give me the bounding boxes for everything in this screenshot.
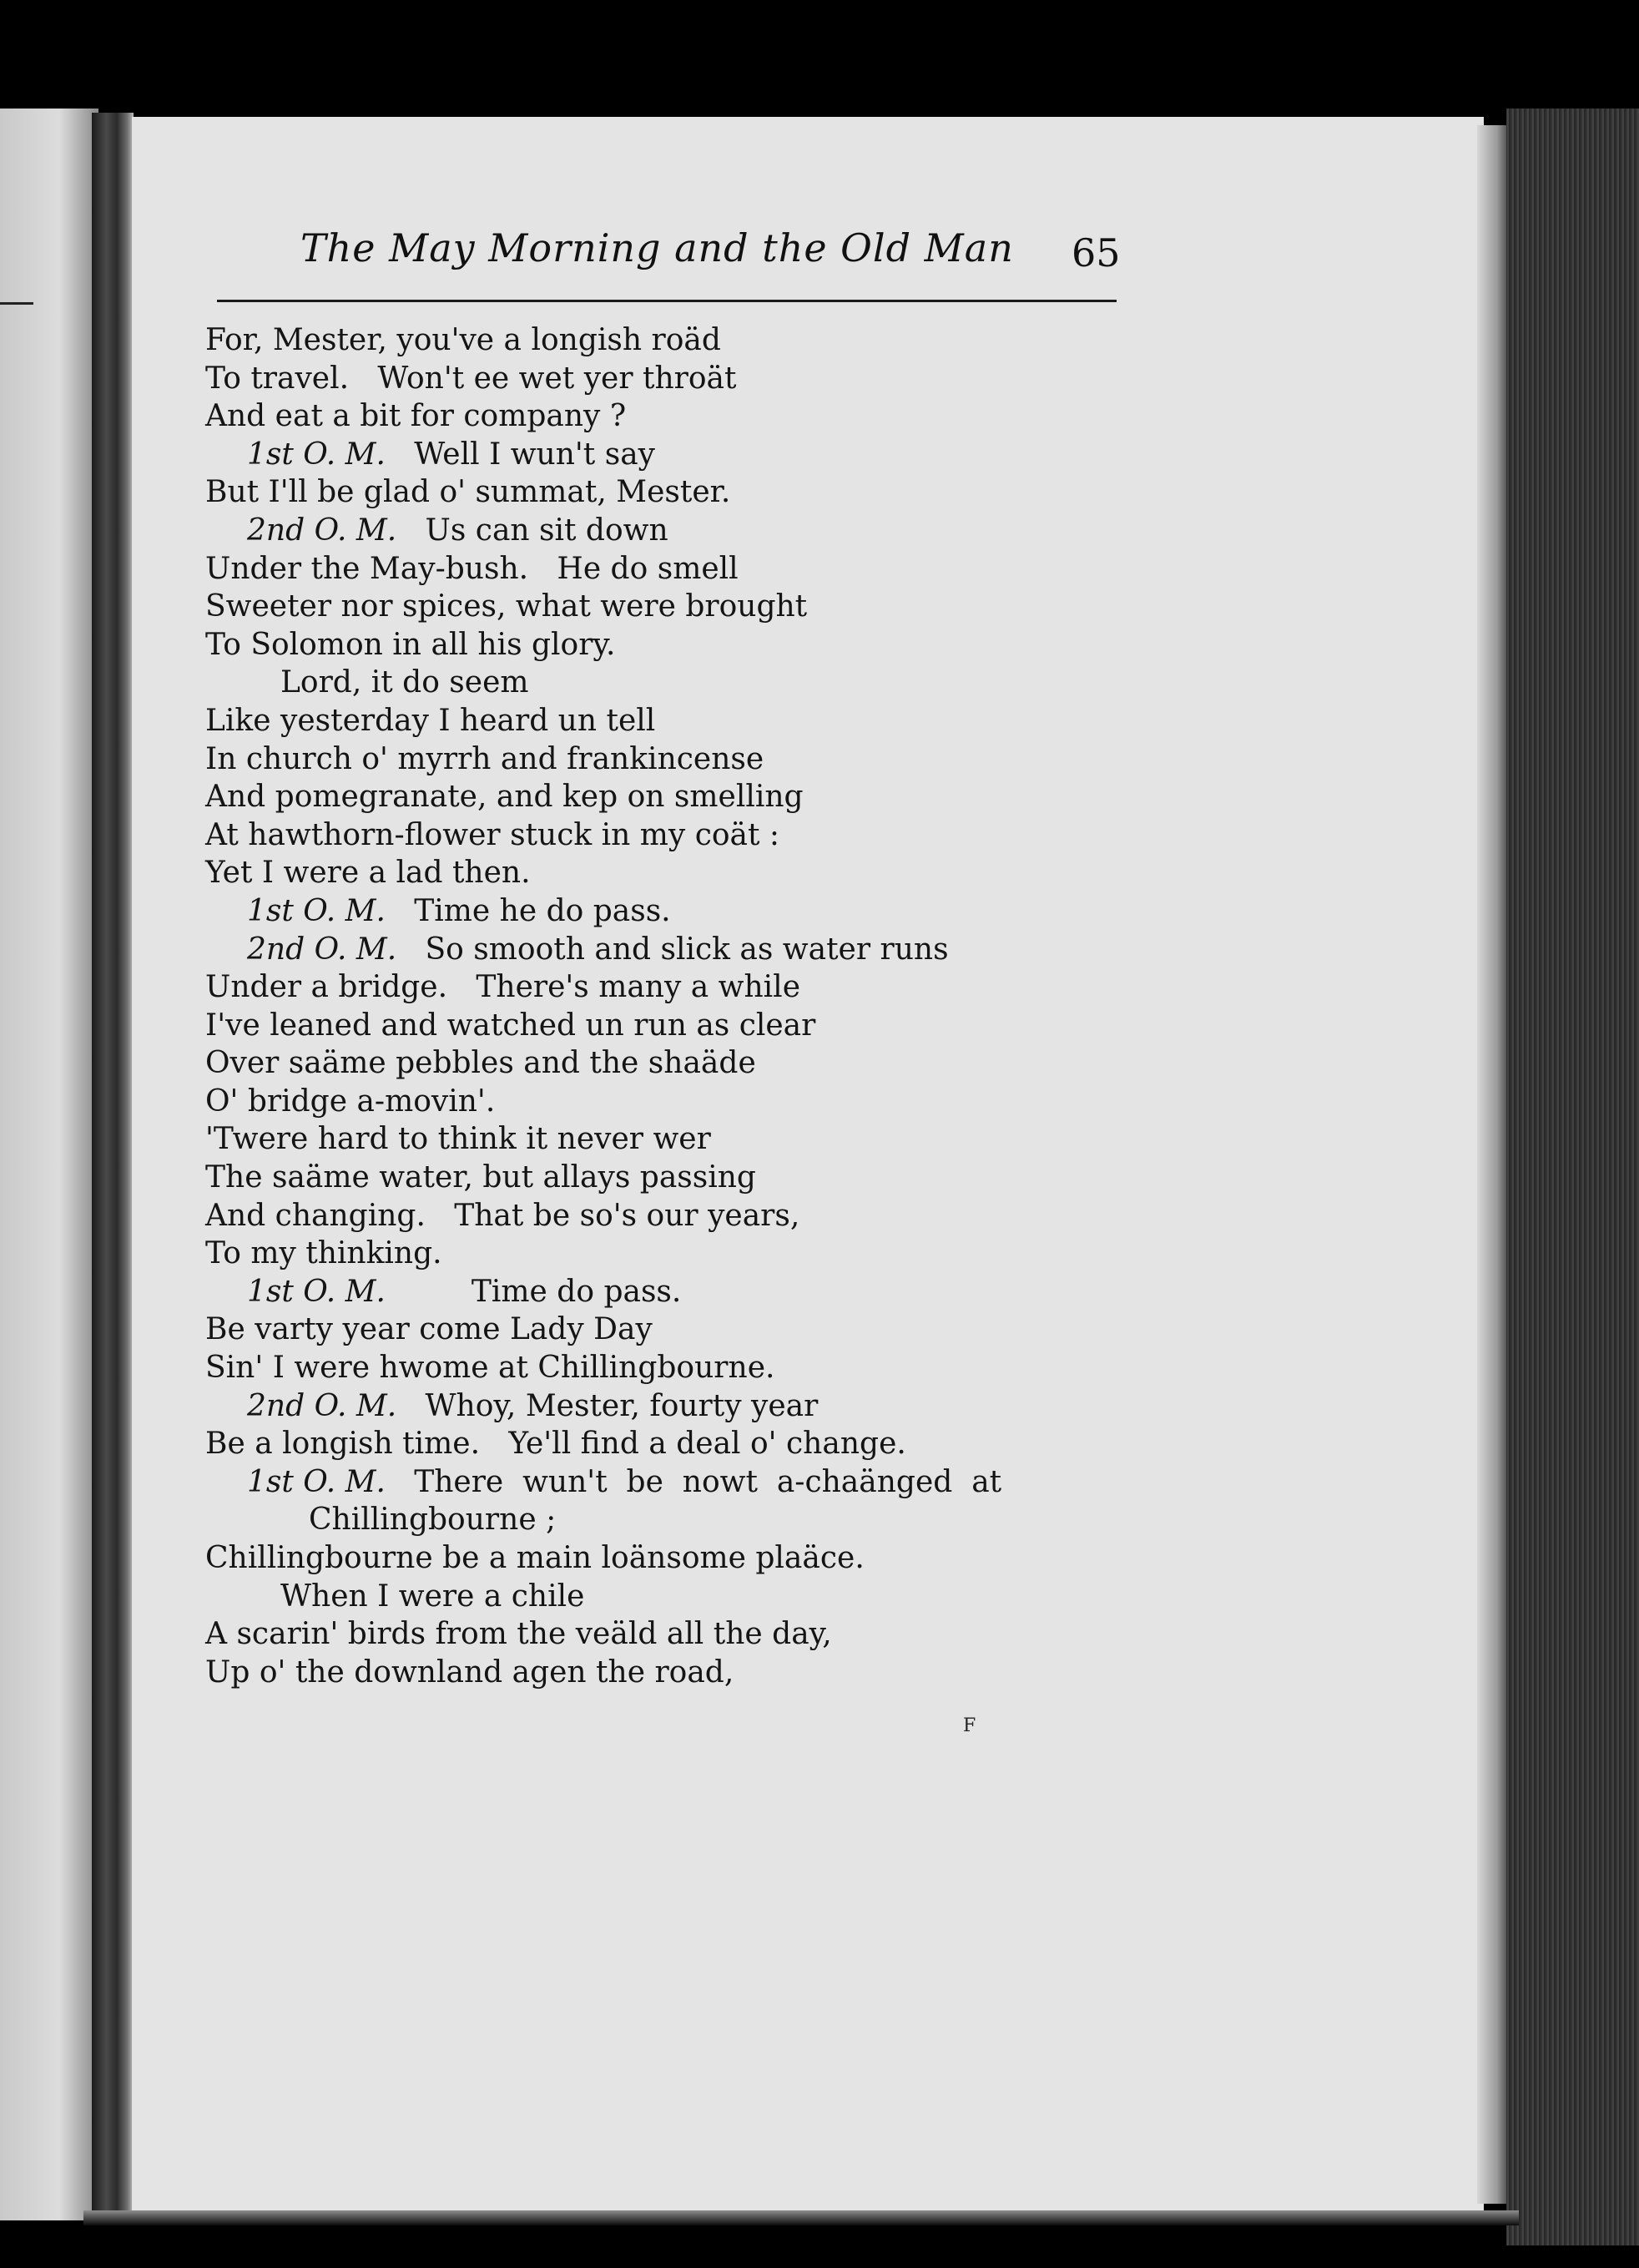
verse-line <box>205 1425 1173 1463</box>
line-text: Lord, it do seem <box>280 665 529 700</box>
running-header <box>300 219 1135 285</box>
verse-line <box>205 397 1173 436</box>
line-text: Like yesterday I heard un tell <box>205 703 656 738</box>
verse-line <box>205 1044 1173 1083</box>
page-number: 65 <box>1072 230 1121 275</box>
line-text: Well I wun't say <box>385 437 655 472</box>
line-text: To travel. Won't ee wet yer throät <box>205 361 737 396</box>
line-text: There wun't be nowt a-chaänged at <box>385 1464 1002 1499</box>
line-text: Time he do pass. <box>385 893 671 928</box>
facing-page-edge <box>0 109 98 2220</box>
verse-line <box>205 1197 1173 1235</box>
verse-line <box>205 588 1173 626</box>
verse-line <box>205 816 1173 855</box>
line-text: But I'll be glad o' summat, Mester. <box>205 475 731 510</box>
speaker-label: 2nd O. M. <box>247 1388 397 1423</box>
line-text: Sweeter nor spices, what were brought <box>205 589 808 624</box>
line-text: And pomegranate, and kep on smelling <box>205 780 804 815</box>
line-text: Us can sit down <box>396 513 668 548</box>
book-gutter <box>92 113 134 2216</box>
running-title: The May Morning and the Old Man <box>300 225 1014 270</box>
verse-line <box>205 473 1173 512</box>
line-text: 'Twere hard to think it never wer <box>205 1122 711 1157</box>
verse-line <box>205 1273 1173 1311</box>
page-fore-edge <box>1477 125 1510 2204</box>
line-text: O' bridge a-movin'. <box>205 1083 496 1119</box>
verse-line <box>205 550 1173 588</box>
verse-line <box>205 740 1173 779</box>
header-rule <box>217 300 1117 302</box>
line-text: To Solomon in all his glory. <box>205 627 616 662</box>
verse-line <box>205 1463 1173 1502</box>
verse-line <box>205 1007 1173 1045</box>
line-text: In church o' myrrh and frankincense <box>205 741 764 776</box>
line-text: Under the May-bush. He do smell <box>205 551 739 586</box>
line-text: Chillingbourne be a main loänsome plaäce. <box>205 1541 865 1575</box>
verse-line <box>205 702 1173 740</box>
line-text: Whoy, Mester, fourty year <box>396 1388 819 1423</box>
verse-line <box>205 1654 1173 1692</box>
verse-line <box>205 1615 1173 1654</box>
page-bottom-shadow <box>83 2210 1519 2225</box>
line-text: The saäme water, but allays passing <box>205 1160 756 1195</box>
verse-line <box>205 778 1173 816</box>
verse-line <box>205 892 1173 931</box>
line-text: A scarin' birds from the veäld all the day, <box>205 1617 832 1652</box>
verse-line <box>205 931 1173 969</box>
speaker-label: 1st O. M. <box>247 437 386 472</box>
line-text: Chillingbourne ; <box>309 1503 557 1538</box>
speaker-label: 1st O. M. <box>247 1464 386 1499</box>
line-text: Under a bridge. There's many a while <box>205 970 801 1005</box>
line-text: At hawthorn-flower stuck in my coät : <box>205 817 780 852</box>
verse-line <box>205 1235 1173 1273</box>
line-text: Up o' the downland agen the road, <box>205 1654 734 1690</box>
line-text: And eat a bit for company ? <box>205 399 627 434</box>
line-text: So smooth and slick as water runs <box>396 932 949 967</box>
line-text: Sin' I were hwome at Chillingbourne. <box>205 1351 775 1386</box>
line-text: Be varty year come Lady Day <box>205 1312 653 1347</box>
verse-line <box>205 360 1173 398</box>
verse-line <box>205 436 1173 474</box>
line-text: Over saäme pebbles and the shaäde <box>205 1046 756 1081</box>
line-text: Time do pass. <box>385 1274 682 1309</box>
verse-line <box>205 321 1173 360</box>
signature-mark: F <box>963 1715 976 1736</box>
verse-line <box>205 1083 1173 1121</box>
line-text: When I were a chile <box>280 1579 585 1614</box>
speaker-label: 2nd O. M. <box>247 513 397 548</box>
verse-line <box>205 664 1173 702</box>
line-text: Yet I were a lad then. <box>205 856 531 891</box>
verse-text <box>205 321 1173 1691</box>
line-text: I've leaned and watched un run as clear <box>205 1008 816 1043</box>
verse-line <box>205 1387 1173 1426</box>
verse-line <box>205 512 1173 550</box>
line-text: For, Mester, you've a longish roäd <box>205 323 721 357</box>
book-text-block-edge <box>1506 109 1639 2245</box>
verse-line <box>205 1349 1173 1387</box>
speaker-label: 2nd O. M. <box>247 932 397 967</box>
verse-line <box>205 1578 1173 1616</box>
speaker-label: 1st O. M. <box>247 893 386 928</box>
line-text: Be a longish time. Ye'll find a deal o' change. <box>205 1427 906 1462</box>
verse-line <box>205 968 1173 1007</box>
verse-line <box>205 626 1173 664</box>
verse-line <box>205 1539 1173 1578</box>
verse-line <box>205 1501 1173 1539</box>
verse-line <box>205 1159 1173 1197</box>
verse-line <box>205 1120 1173 1159</box>
speaker-label: 1st O. M. <box>247 1274 386 1309</box>
line-text: To my thinking. <box>205 1236 442 1271</box>
verse-line <box>205 854 1173 892</box>
facing-page-rule <box>0 302 33 305</box>
line-text: And changing. That be so's our years, <box>205 1198 800 1233</box>
verse-line <box>205 1311 1173 1349</box>
